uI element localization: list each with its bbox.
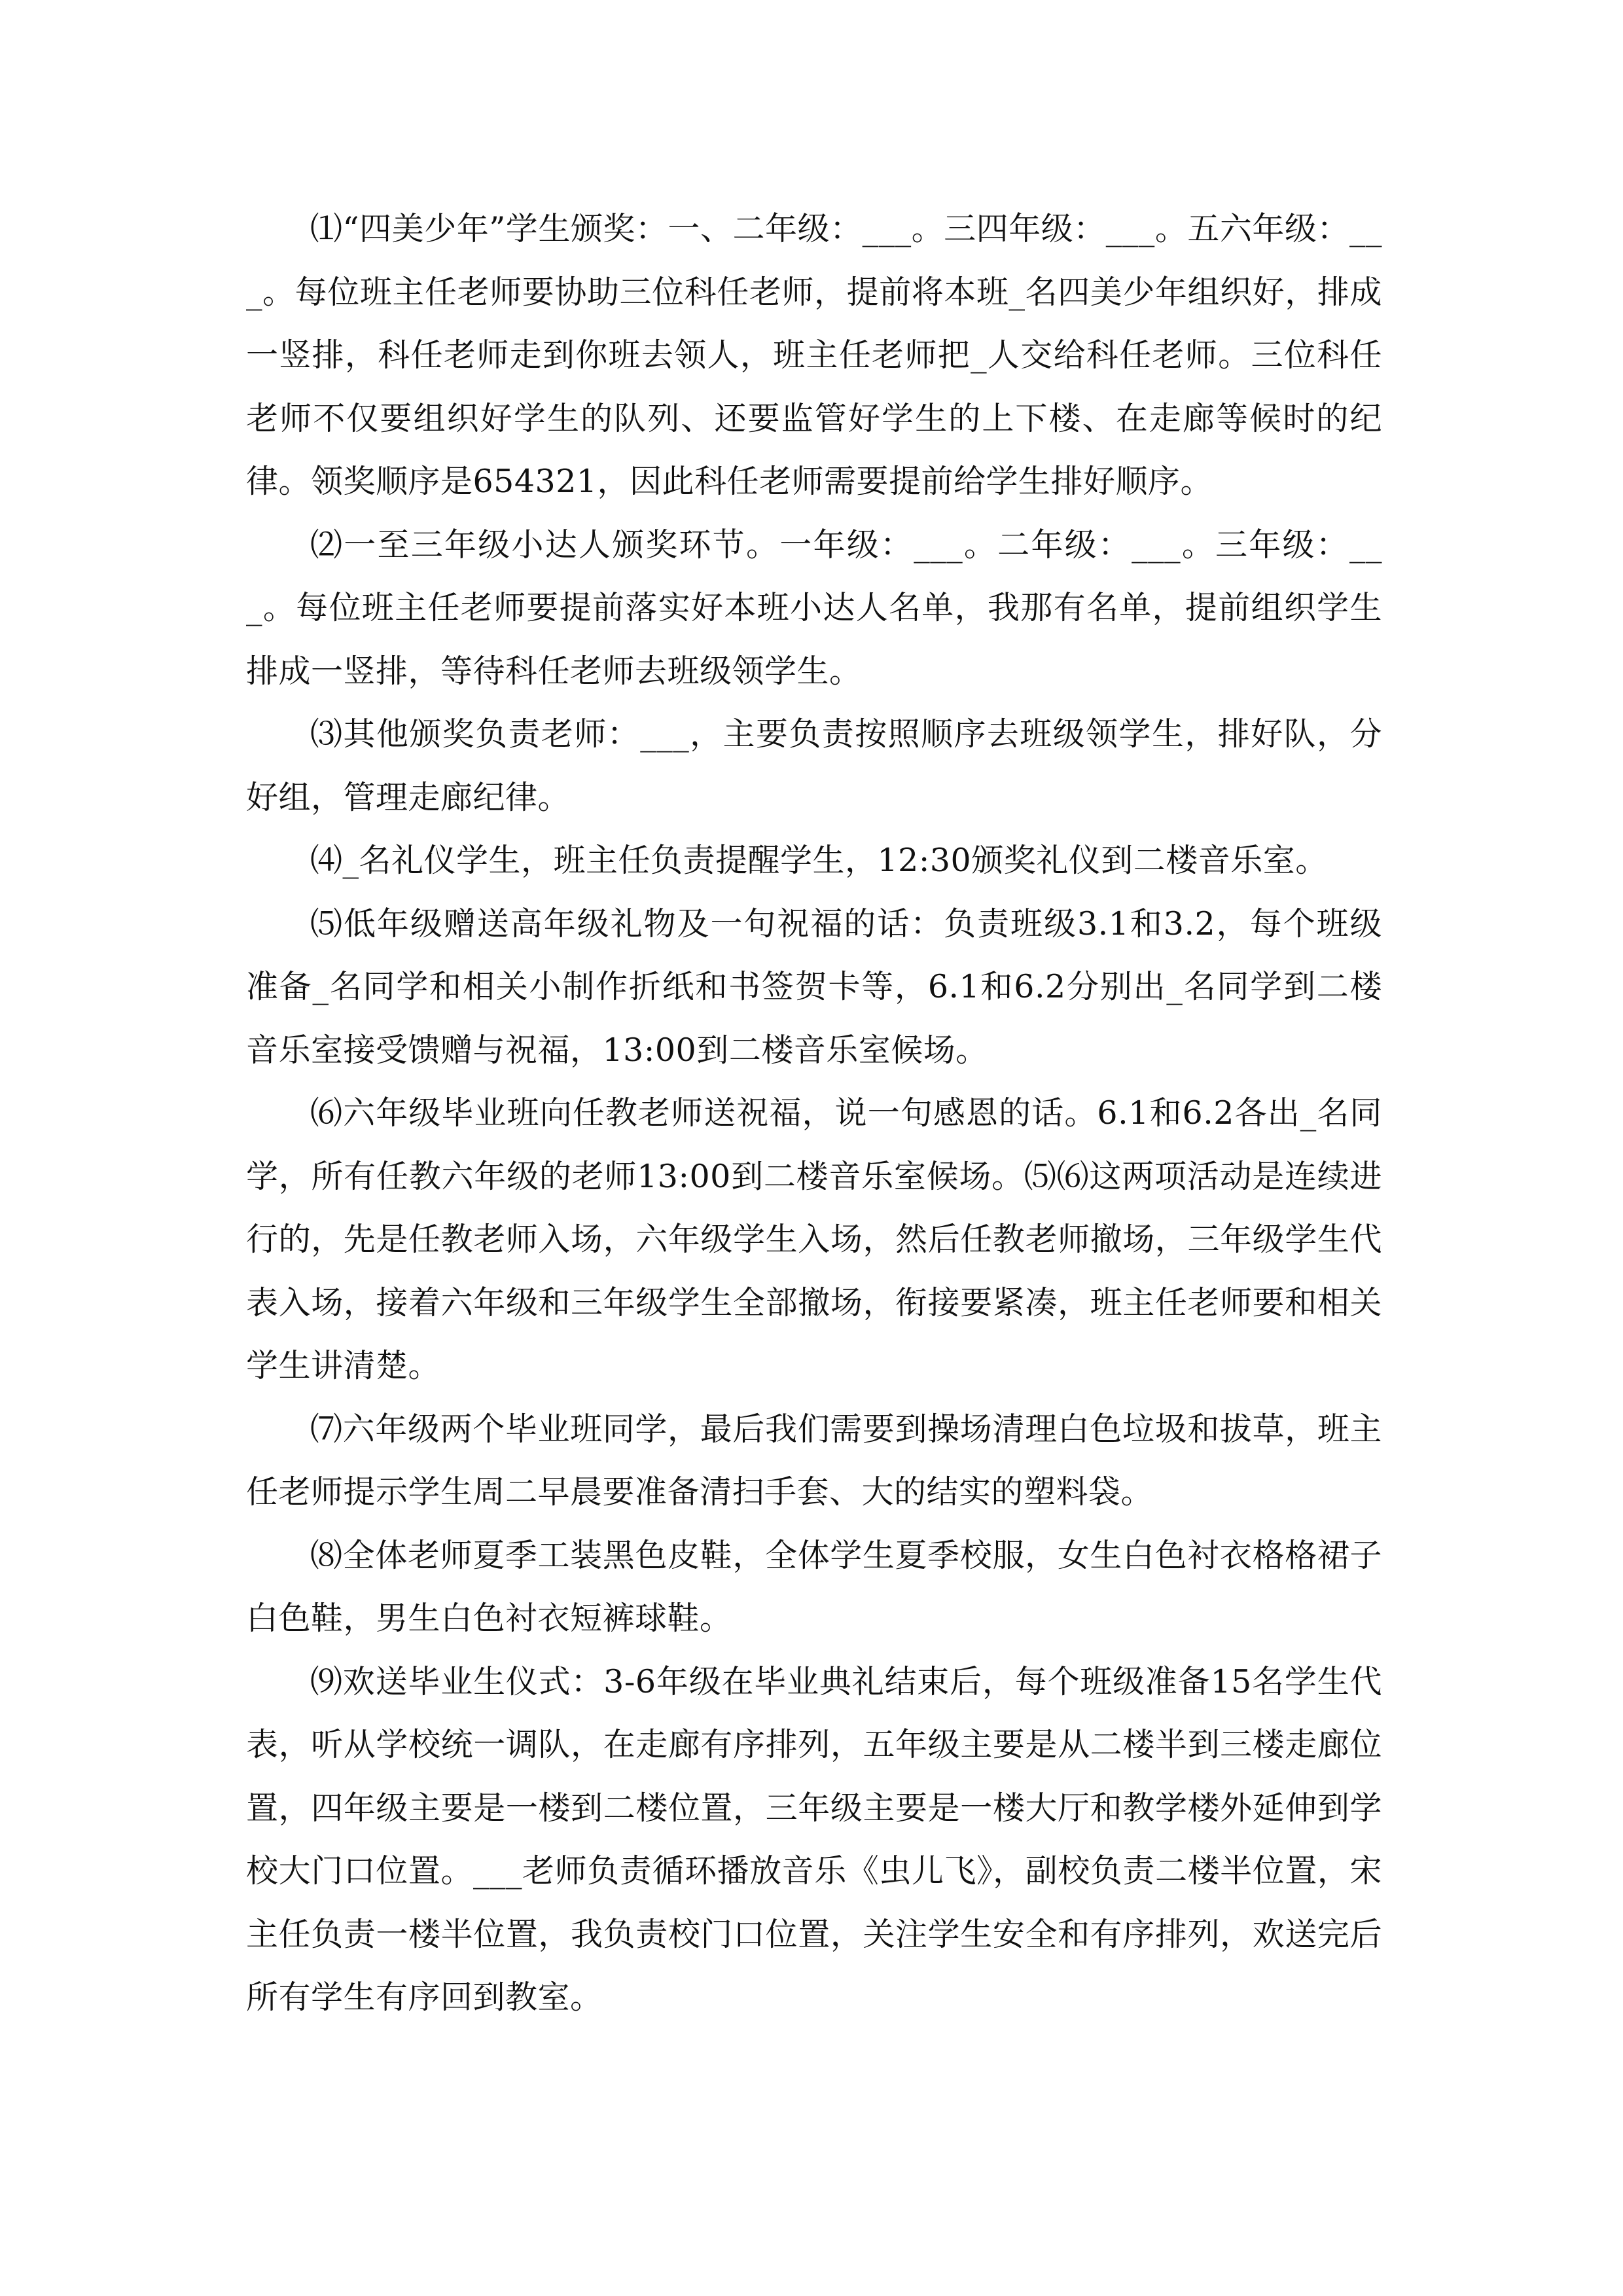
paragraph-6: ⑹六年级毕业班向任教老师送祝福，说一句感恩的话。6.1和6.2各出_名同学，所有任教六年级的老师13:00到二楼音乐室候场。⑸⑹这两项活动是连续进行的，先是任教老师入场，六年级学生入场，然后任教老师撤场，三年级学生代表入场，接着六年级和三年级学生全部撤场，衔接要紧凑，班主任老师要和相关学生讲清楚。 <box>246 1094 1382 1384</box>
paragraph-5: ⑸低年级赠送高年级礼物及一句祝福的话：负责班级3.1和3.2，每个班级准备_名同学和相关小制作折纸和书签贺卡等，6.1和6.2分别出_名同学到二楼音乐室接受馈赠与祝福，13:00到二楼音乐室候场。 <box>246 905 1382 1069</box>
paragraph-9: ⑼欢送毕业生仪式：3-6年级在毕业典礼结束后，每个班级准备15名学生代表，听从学校统一调队，在走廊有序排列，五年级主要是从二楼半到三楼走廊位置，四年级主要是一楼到二楼位置，三年级主要是一楼大厅和教学楼外延伸到学校大门口位置。___老师负责循环播放音乐《虫儿飞》，副校负责二楼半位置，宋主任负责一楼半位置，我负责校门口位置，关注学生安全和有序排列，欢送完后所有学生有序回到教室。 <box>246 1662 1382 2016</box>
paragraph-2: ⑵一至三年级小达人颁奖环节。一年级：___。二年级：___。三年级：___。每位班主任老师要提前落实好本班小达人名单，我那有名单，提前组织学生排成一竖排，等待科任老师去班级领学生。 <box>246 526 1382 690</box>
document-body <box>246 198 1382 2030</box>
paragraph-8: ⑻全体老师夏季工装黑色皮鞋，全体学生夏季校服，女生白色衬衣格格裙子白色鞋，男生白色衬衣短裤球鞋。 <box>246 1536 1382 1637</box>
paragraph-4: ⑷_名礼仪学生，班主任负责提醒学生，12:30颁奖礼仪到二楼音乐室。 <box>310 842 1328 879</box>
paragraph-1: ⑴“四美少年”学生颁奖：一、二年级：___。三四年级：___。五六年级：___。每位班主任老师要协助三位科任老师，提前将本班_名四美少年组织好，排成一竖排，科任老师走到你班去领人，班主任老师把_人交给科任老师。三位科任老师不仅要组织好学生的队列、还要监管好学生的上下楼、在走廊等候时的纪律。领奖顺序是654321，因此科任老师需要提前给学生排好顺序。 <box>246 210 1382 500</box>
paragraph-3: ⑶其他颁奖负责老师：___，主要负责按照顺序去班级领学生，排好队，分好组，管理走廊纪律。 <box>246 715 1382 816</box>
paragraph-7: ⑺六年级两个毕业班同学，最后我们需要到操场清理白色垃圾和拔草，班主任老师提示学生周二早晨要准备清扫手套、大的结实的塑料袋。 <box>246 1410 1382 1511</box>
